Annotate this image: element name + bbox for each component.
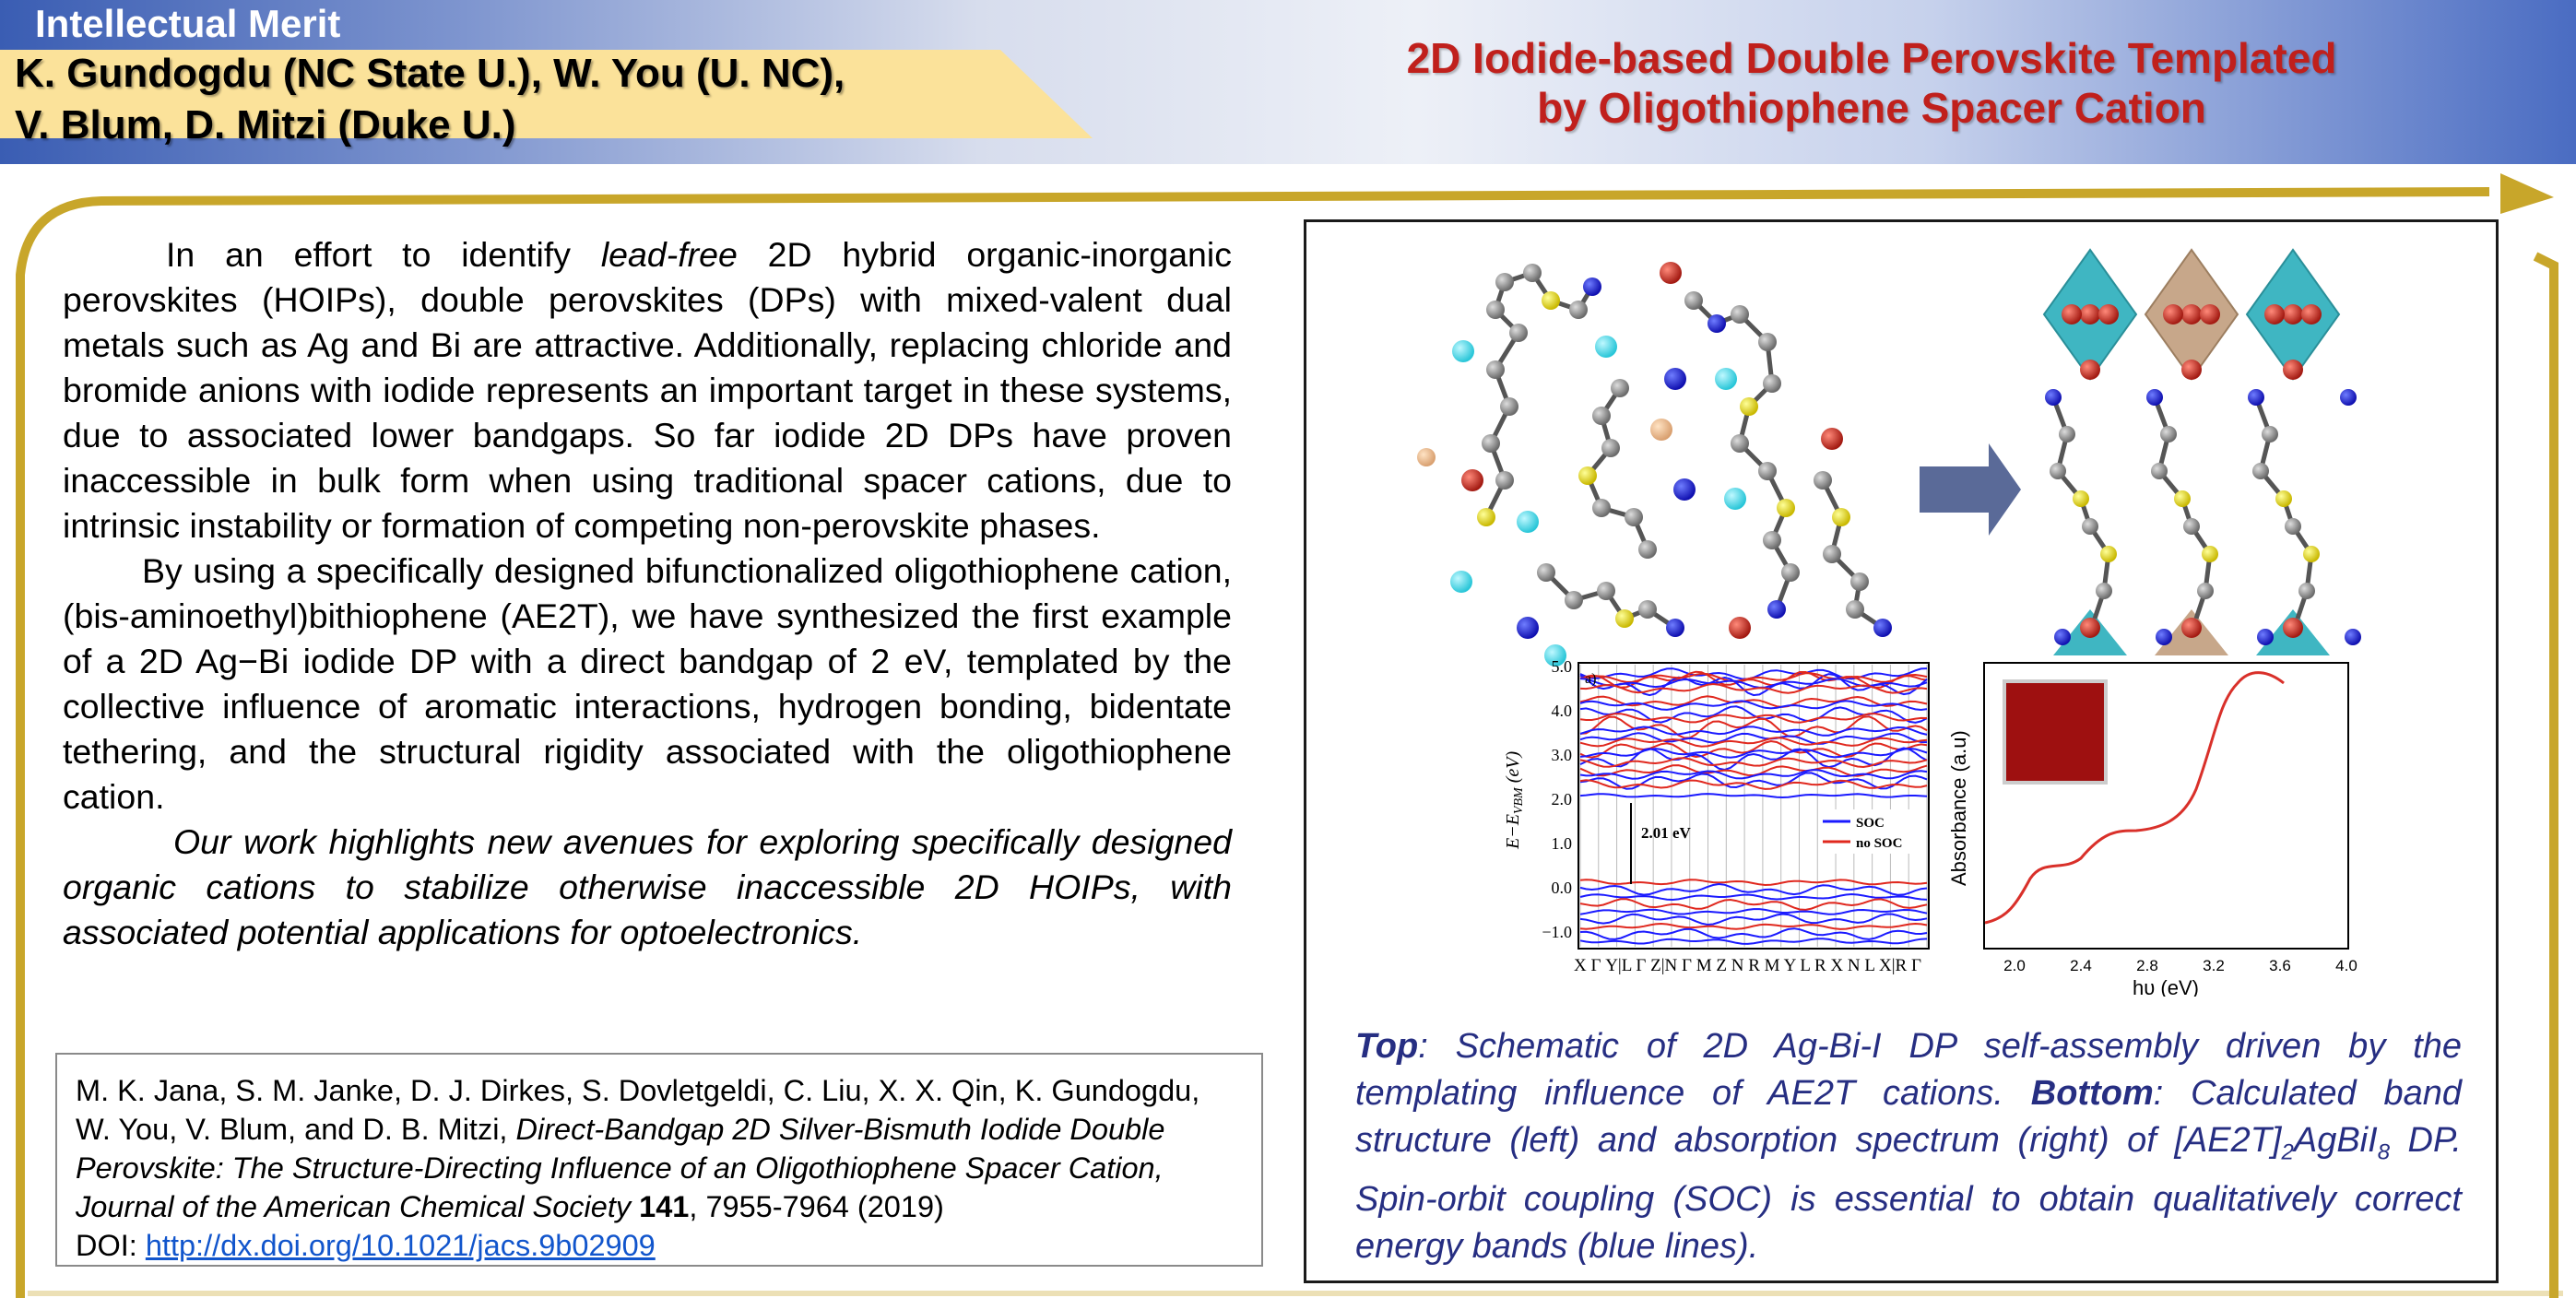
legend-nosoc: no SOC xyxy=(1856,836,1903,851)
assembly-arrow-icon xyxy=(1920,443,2021,536)
perovskite-ordered-structure xyxy=(2044,250,2361,655)
abs-xtick-5: 4.0 xyxy=(2335,957,2357,974)
title-line-1: 2D Iodide-based Double Perovskite Templated xyxy=(1406,34,2337,82)
doi-link[interactable]: http://dx.doi.org/10.1021/jacs.9b02909 xyxy=(145,1229,656,1262)
sample-photo xyxy=(2004,681,2106,783)
abs-xtick-3: 3.2 xyxy=(2203,957,2225,974)
atoms-disordered xyxy=(1417,262,1892,667)
abs-xtick-4: 3.6 xyxy=(2269,957,2291,974)
band-ytick-2: 2.0 xyxy=(1551,790,1572,808)
authors-line-1: K. Gundogdu (NC State U.), W. You (U. NC), xyxy=(15,51,845,96)
band-ytick-5: 5.0 xyxy=(1551,657,1572,676)
band-ytick-3: 3.0 xyxy=(1551,746,1572,764)
band-ylabel: $E-E_{VBM}$ (eV) xyxy=(1503,750,1526,849)
band-structure-plot xyxy=(1503,657,1929,975)
caption-top-label: Top xyxy=(1355,1027,1419,1066)
absorption-plot xyxy=(1947,663,2357,997)
legend-soc: SOC xyxy=(1856,816,1885,831)
band-ytick-1: 1.0 xyxy=(1551,834,1572,853)
emphasis-lead-free: lead-free xyxy=(600,235,738,274)
paragraph-2: By using a specifically designed bifunctionalized oligothiophene cation, (bis-aminoethyl)bithiophene (AE2T), we have synthesized the first example of a 2D Ag−Bi iodide DP with a direct bandgap of 2 eV, templated by the collective influence of aromatic interactions, hydrogen bonding, bidentate tethering, and the structural rigidity associated with the oligothiophene cation. xyxy=(63,551,1232,816)
band-ytick-0: 0.0 xyxy=(1551,879,1572,897)
band-ytick-4: 4.0 xyxy=(1551,702,1572,720)
ref-doi-label: DOI: xyxy=(76,1229,146,1262)
gap-label: 2.01 eV xyxy=(1641,824,1691,842)
frame-arrow-head xyxy=(2500,173,2554,214)
band-panel-label: a) xyxy=(1585,671,1597,687)
absorption-ylabel: Absorbance (a.u) xyxy=(1947,730,1970,886)
paragraph-1: In an effort to identify lead-free 2D hybrid organic-inorganic perovskites (HOIPs), double perovskites (DPs) with mixed-valent dual metals such as Ag and Bi are attractive. Additionally, replacing chloride and bromide anions with iodide represents an important target in these systems, due to associated lower bandgaps. So far iodide 2D DPs have proven inaccessible in bulk form when using traditional spacer cations, due to intrinsic instability or formation of competing non-perovskite phases. xyxy=(63,235,1232,545)
absorption-xlabel: hυ (eV) xyxy=(2133,976,2199,997)
authors-line-2: V. Blum, D. Mitzi (Duke U.) xyxy=(15,102,516,148)
ref-pages: , 7955-7964 (2019) xyxy=(689,1190,944,1223)
abs-xtick-2: 2.8 xyxy=(2136,957,2158,974)
page-title xyxy=(1291,33,2452,133)
title-line-2: by Oligothiophene Spacer Cation xyxy=(1537,84,2206,132)
figure-graphics xyxy=(1306,222,2496,997)
body-text xyxy=(63,232,1232,955)
band-ytick-m1: −1.0 xyxy=(1542,923,1572,941)
band-k-labels: X Γ Y|L Γ Z|N Γ M Z N R M Y L R X N L X|R Γ xyxy=(1574,956,1921,975)
ref-volume: 141 xyxy=(639,1190,690,1223)
abs-xtick-0: 2.0 xyxy=(2003,957,2026,974)
section-label: Intellectual Merit xyxy=(35,2,341,45)
figure-caption: Top: Schematic of 2D Ag-Bi-I DP self-assembly driven by the templating influence of AE2T cations. Bottom: Calculated band structure (left) and absorption spectrum (right) of $[AE2T]_2AgBiI_8$ DP. Spin-orbit coupling (SOC) is essential to obtain qualitatively correct energy bands (blue lines). xyxy=(1355,1027,2463,1266)
authors xyxy=(15,48,845,151)
reference-box xyxy=(55,1053,1263,1267)
caption-bottom-label: Bottom xyxy=(2030,1074,2154,1113)
ref-title: Direct-Bandgap 2D Silver-Bismuth Iodide Double Perovskite: The Structure-Directing Influence of an Oligothiophene Spacer Cation, Journal of the American Chemical Society xyxy=(76,1113,1165,1223)
paragraph-3: Our work highlights new avenues for exploring specifically designed organic cations to stabilize otherwise inaccessible 2D HOIPs, with associated potential applications for optoelectronics. xyxy=(63,822,1232,951)
abs-xtick-1: 2.4 xyxy=(2070,957,2092,974)
ref-authors: M. K. Jana, S. M. Janke, D. J. Dirkes, S. Dovletgeldi, C. Liu, X. X. Qin, K. Gundogdu, W. You, V. Blum, and D. B. Mitzi, xyxy=(76,1074,1200,1146)
